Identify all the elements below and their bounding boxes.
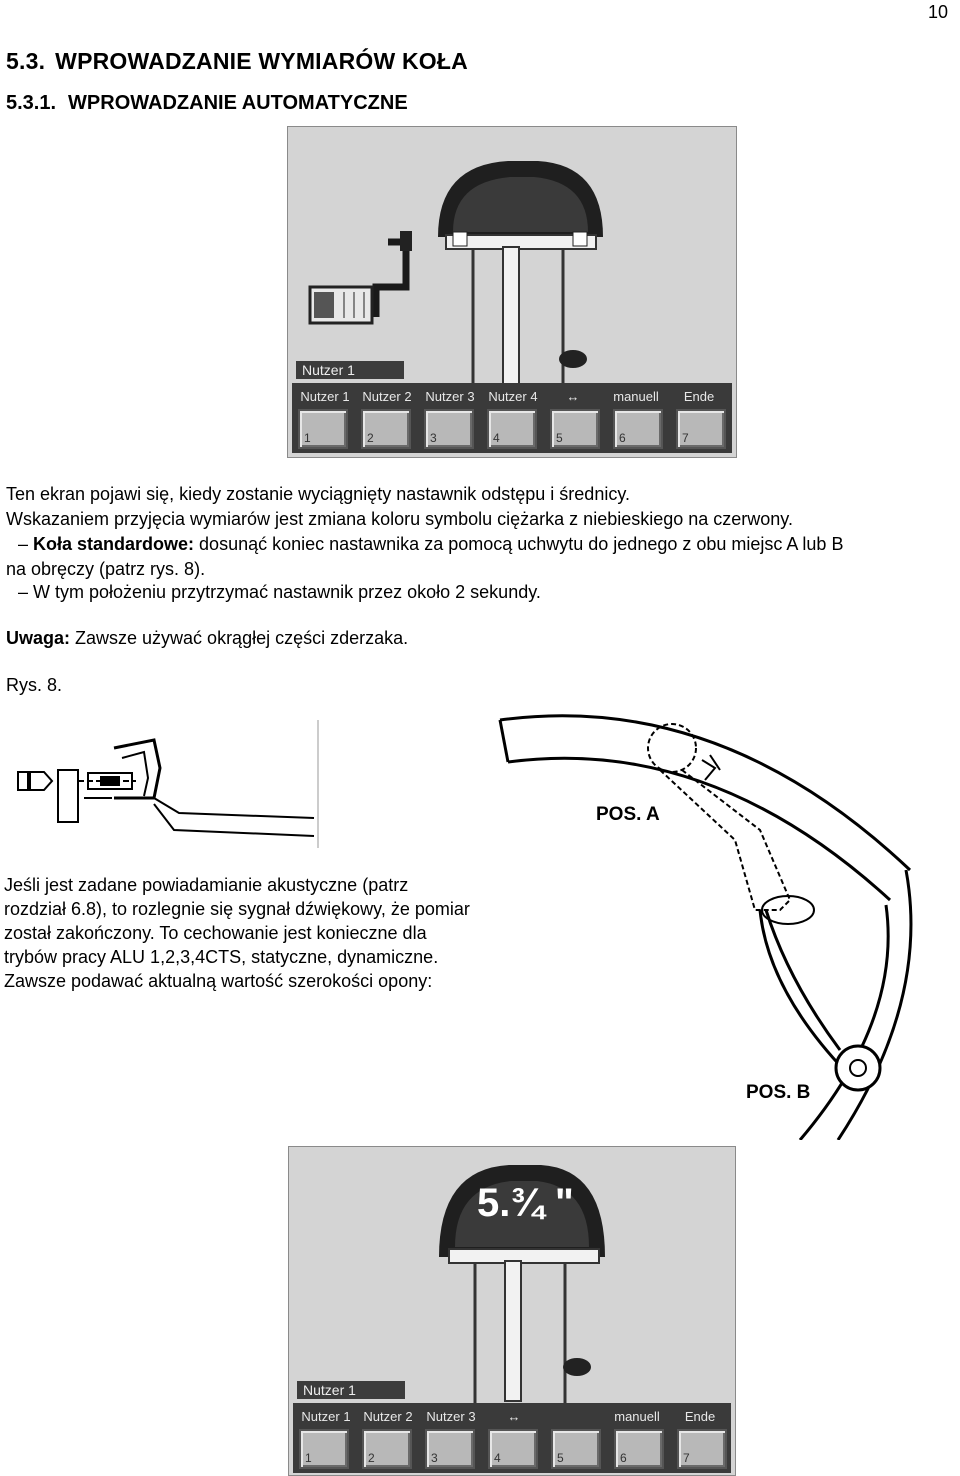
key-3-button[interactable]: 3	[425, 1429, 475, 1469]
softkey-label-4: Nutzer 4	[488, 389, 538, 404]
subsection-title: WPROWADZANIE AUTOMATYCZNE	[68, 92, 408, 114]
key-6-button[interactable]: 6	[613, 409, 663, 449]
key-5-button[interactable]: 5	[551, 1429, 601, 1469]
note: Uwaga: Zawsze używać okrągłej części zderzaka.	[6, 628, 409, 648]
gauge-tip-diagram	[4, 718, 324, 850]
bullet-standard-wheels-cont: na obręczy (patrz rys. 8).	[6, 559, 206, 579]
section-heading	[6, 48, 468, 75]
user-label: Nutzer 1	[296, 361, 404, 379]
paragraph-line-2: Wskazaniem przyjęcia wymiarów jest zmiana koloru symbolu ciężarka z niebieskiego na czerwony.	[6, 509, 793, 529]
figure-caption: Rys. 8.	[6, 675, 63, 695]
pos-a-label: POS. A	[596, 804, 660, 825]
softkey-label-4: ↔	[507, 1409, 521, 1424]
key-2-button[interactable]: 2	[361, 409, 411, 449]
paragraph-line-1: Ten ekran pojawi się, kiedy zostanie wyciągnięty nastawnik odstępu i średnicy.	[6, 484, 630, 504]
subsection-number: 5.3.1.	[6, 92, 57, 114]
softkey-label-6: manuell	[613, 389, 659, 404]
softkey-label-5: ↔	[566, 389, 580, 404]
key-7-button[interactable]: 7	[677, 1429, 727, 1469]
key-1-button[interactable]: 1	[299, 1429, 349, 1469]
user-label: Nutzer 1	[297, 1381, 405, 1399]
section-number: 5.3.	[6, 48, 46, 74]
page-number: 10	[927, 2, 948, 22]
softkey-label-2: Nutzer 2	[362, 389, 412, 404]
softkey-label-1: Nutzer 1	[301, 1409, 351, 1424]
screen-photo-2	[288, 1146, 736, 1476]
rim-positions-diagram	[470, 700, 940, 1140]
pos-b-label: POS. B	[746, 1082, 811, 1103]
softkey-label-6: manuell	[614, 1409, 660, 1424]
softkey-label-3: Nutzer 3	[426, 1409, 476, 1424]
key-4-button[interactable]: 4	[487, 409, 537, 449]
key-1-button[interactable]: 1	[298, 409, 348, 449]
width-readout: 5.¾ "	[477, 1181, 574, 1225]
bullet-standard-wheels: – Koła standardowe: dosunąć koniec nastawnika za pomocą uchwytu do jednego z obu miejsc A lub B	[18, 534, 844, 554]
key-7-button[interactable]: 7	[676, 409, 726, 449]
subsection-heading	[6, 92, 408, 115]
key-2-button[interactable]: 2	[362, 1429, 412, 1469]
section-title: WPROWADZANIE WYMIARÓW KOŁA	[55, 48, 468, 74]
key-5-button[interactable]: 5	[550, 409, 600, 449]
bullet-hold-position: – W tym położeniu przytrzymać nastawnik przez około 2 sekundy.	[18, 582, 541, 602]
screen-photo-1	[287, 126, 737, 458]
softkey-label-7: Ende	[683, 389, 715, 404]
acoustic-notice-paragraph: Jeśli jest zadane powiadamianie akustyczne (patrz rozdział 6.8), to rozlegnie się sygnał dźwiękowy, że pomiar został zakończony. To cechowanie jest konieczne dla trybów pracy ALU 1,2,3,4CTS, statyczne, dynamiczne. Zawsze podawać aktualną wartość szerokości opony:	[4, 875, 470, 991]
softkey-label-2: Nutzer 2	[363, 1409, 413, 1424]
key-3-button[interactable]: 3	[424, 409, 474, 449]
key-6-button[interactable]: 6	[614, 1429, 664, 1469]
softkey-label-7: Ende	[684, 1409, 716, 1424]
softkey-label-3: Nutzer 3	[425, 389, 475, 404]
softkey-label-1: Nutzer 1	[300, 389, 350, 404]
key-4-button[interactable]: 4	[488, 1429, 538, 1469]
